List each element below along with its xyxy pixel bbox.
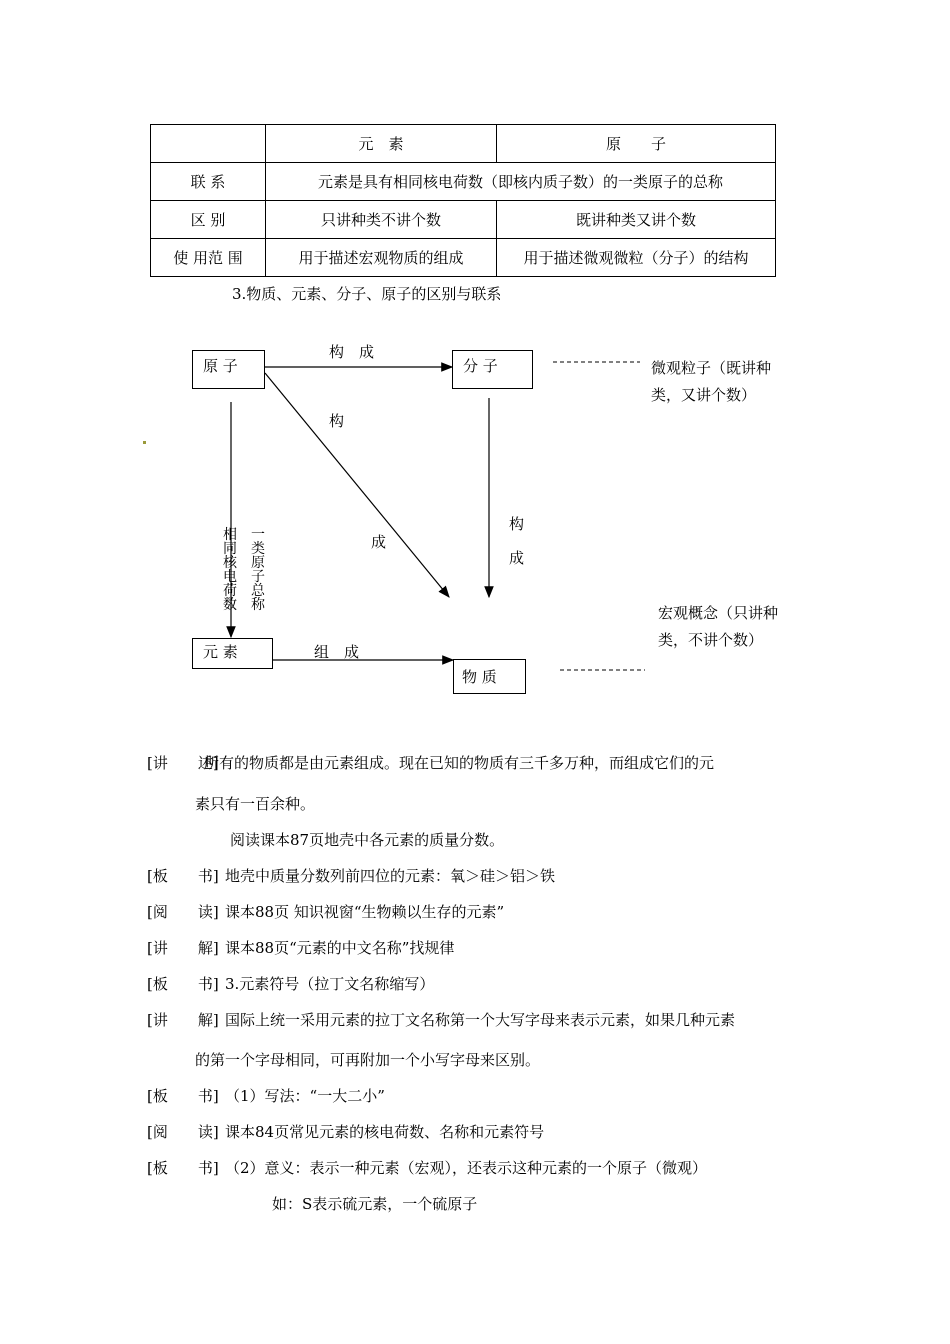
molecule-box: 分 子 [452, 350, 533, 389]
paragraph-text: 如：S表示硫元素，一个硫原子 [272, 1195, 478, 1213]
stray-mark [143, 441, 146, 444]
label-diag-bottom: 成 [371, 533, 387, 551]
paragraph-text: 3.元素符号（拉丁文名称缩写） [225, 975, 435, 993]
paragraph-text: 课本84页常见元素的核电荷数、名称和元素符号 [225, 1123, 545, 1141]
paragraph-continuation: 素只有一百余种。 [195, 795, 316, 813]
element-box: 元 素 [192, 638, 273, 669]
paragraph-tag: [讲 述] [147, 754, 219, 772]
paragraph-tag: [阅 读] [147, 1123, 219, 1141]
table-header-cell: 原 子 [497, 125, 776, 163]
paragraph-tag: [板 书] [147, 1159, 219, 1177]
atom-box: 原 子 [192, 350, 265, 389]
paragraph-text: （1）写法：“一大二小” [225, 1087, 385, 1105]
matter-box: 物 质 [453, 659, 526, 694]
paragraph-text: 国际上统一采用元素的拉丁文名称第一个大写字母来表示元素，如果几种元素 [225, 1011, 736, 1029]
table-cell: 既讲种类又讲个数 [497, 201, 776, 239]
paragraph-text: 阅读课本87页地壳中各元素的质量分数。 [230, 831, 505, 849]
label-diag-top: 构 [329, 412, 345, 430]
paragraph-tag: [阅 读] [147, 903, 219, 921]
label-compose: 组 成 [314, 643, 360, 661]
macro-note: 宏观概念（只讲种类，不讲个数） [658, 604, 779, 649]
row-label: 使 用范 围 [151, 239, 266, 277]
label-mol-bottom: 成 [509, 549, 525, 567]
table-cell: 元素是具有相同核电荷数（即核内质子数）的一类原子的总称 [266, 163, 776, 201]
row-label: 区 别 [151, 201, 266, 239]
table-cell: 用于描述宏观物质的组成 [266, 239, 497, 277]
paragraph-continuation: 的第一个字母相同，可再附加一个小写字母来区别。 [195, 1051, 541, 1069]
paragraph-text: 课本88页 知识视窗“生物赖以生存的元素” [225, 903, 505, 921]
label-mol-top: 构 [509, 515, 525, 533]
section-title: 3.物质、元素、分子、原子的区别与联系 [232, 285, 502, 303]
paragraph-tag: [板 书] [147, 1087, 219, 1105]
table-header-cell: 元 素 [266, 125, 497, 163]
vertical-label-left: 相同核电荷数 [223, 527, 237, 613]
arrow-atom-to-matter [265, 373, 449, 597]
paragraph-text: 所有的物质都是由元素组成。现在已知的物质有三千多万种，而组成它们的元 [204, 754, 715, 772]
paragraph-text: 地壳中质量分数列前四位的元素：氧＞硅＞铝＞铁 [225, 867, 556, 885]
vertical-label-right: 一类原子总称 [251, 527, 265, 613]
paragraph-tag: [讲 解] [147, 939, 219, 957]
table-cell: 只讲种类不讲个数 [266, 201, 497, 239]
paragraph-tag: [板 书] [147, 975, 219, 993]
micro-note: 微观粒子（既讲种类，又讲个数） [651, 359, 772, 404]
paragraph-text: （2）意义：表示一种元素（宏观），还表示这种元素的一个原子（微观） [225, 1159, 708, 1177]
paragraph-tag: [板 书] [147, 867, 219, 885]
label-atom-to-molecule: 构 成 [329, 343, 375, 361]
table-cell: 用于描述微观微粒（分子）的结构 [497, 239, 776, 277]
row-label: 联 系 [151, 163, 266, 201]
paragraph-text: 课本88页“元素的中文名称”找规律 [225, 939, 455, 957]
paragraph-tag: [讲 解] [147, 1011, 219, 1029]
